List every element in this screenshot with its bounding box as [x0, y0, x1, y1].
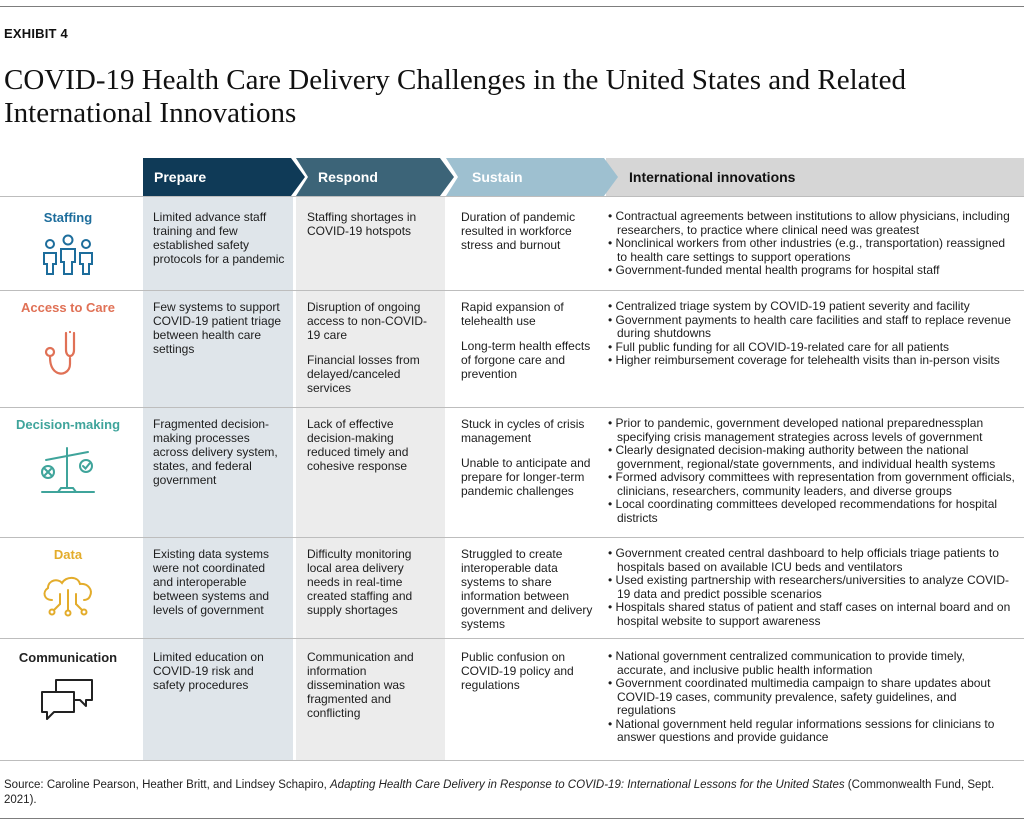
respond-header: Respond [318, 169, 378, 185]
cell-text: Public confusion on COVID-19 policy and regulations [461, 650, 574, 692]
cell-text: Staffing shortages in COVID-19 hotspots [307, 210, 417, 238]
staffing-sustain-cell [461, 210, 595, 263]
decision-international-list [608, 417, 1018, 525]
list-item: • Used existing partnership with researchers/universities to analyze COVID-19 data and predict possible scenarios [608, 574, 1016, 601]
list-item: • Nonclinical workers from other industries (e.g., transportation) reassigned to health care settings to support operations [608, 237, 1016, 264]
cell-text: Limited education on COVID-19 risk and safety procedures [153, 650, 264, 692]
list-item: • National government held regular informations sessions for clinicians to answer questions and provide guidance [608, 718, 1016, 745]
list-item: • Government created central dashboard to help officials triage patients to hospitals based on available ICU beds and ventilators [608, 547, 1016, 574]
row-divider [0, 407, 1024, 408]
cell-text: Communication and information dissemination was fragmented and conflicting [307, 650, 414, 720]
stethoscope-icon [40, 328, 96, 380]
sustain-header: Sustain [472, 169, 523, 185]
data-sustain-cell [461, 547, 595, 642]
cell-text: Rapid expansion of telehealth use [461, 300, 564, 328]
source-suffix: (Commonwealth Fund, Sept. 2021). [4, 779, 995, 806]
list-item: • Government-funded mental health programs for hospital staff [608, 264, 1016, 278]
communication-sustain-cell [461, 650, 595, 703]
data-prepare-cell [153, 547, 287, 628]
row-label-data: Data [53, 547, 83, 562]
cell-text: Difficulty monitoring local area delivery needs in real-time created staffing and supply shortages [307, 547, 413, 617]
cell-text: Struggled to create interoperable data systems to share information between government and delivery systems [461, 547, 593, 631]
cell-text: Long-term health effects of forgone care and prevention [461, 339, 591, 381]
list-item: • Government coordinated multimedia campaign to share updates about COVID-19 cases, community prevalence, safety guidelines, and regulations [608, 677, 1016, 718]
row-divider [0, 760, 1024, 761]
source-note [4, 778, 1020, 808]
access-respond-cell [307, 300, 439, 406]
cloud-network-icon [38, 574, 98, 618]
cell-text: Limited advance staff training and few established safety protocols for a pandemic [153, 210, 285, 266]
international-header: International innovations [629, 169, 796, 185]
source-report-title: Adapting Health Care Delivery in Response to COVID-19: International Lessons for the United States [330, 779, 845, 791]
cell-text: Stuck in cycles of crisis management [461, 417, 585, 445]
cell-text: Existing data systems were not coordinated and interoperable between systems and levels of government [153, 547, 270, 617]
cell-text: Disruption of ongoing access to non-COVID-19 care [307, 300, 428, 342]
balance-scale-icon [36, 444, 100, 496]
decision-respond-cell [307, 417, 439, 484]
bottom-rule [0, 818, 1024, 819]
row-label-decision-making: Decision-making [15, 417, 121, 432]
staff-people-icon [40, 234, 96, 276]
exhibit-label: EXHIBIT 4 [4, 26, 68, 41]
decision-prepare-cell [153, 417, 287, 498]
staffing-respond-cell [307, 210, 439, 249]
row-divider [0, 290, 1024, 291]
page-title: COVID-19 Health Care Delivery Challenges in the United States and Related International Innovations [4, 64, 906, 129]
row-label-access-to-care: Access to Care [21, 300, 115, 315]
cell-text: Financial losses from delayed/canceled services [307, 353, 420, 395]
communication-prepare-cell [153, 650, 287, 703]
list-item: • Centralized triage system by COVID-19 patient severity and facility [608, 300, 1016, 314]
list-item: • Local coordinating committees developed recommendations for hospital districts [608, 498, 1018, 525]
prepare-header: Prepare [154, 169, 207, 185]
list-item: • Formed advisory committees with representation from government officials, clinicians, researchers, community leaders, and diverse groups [608, 471, 1018, 498]
decision-sustain-cell [461, 417, 595, 509]
access-prepare-cell [153, 300, 287, 367]
staffing-international-list [608, 210, 1016, 278]
chat-bubbles-icon [38, 674, 98, 724]
access-sustain-cell [461, 300, 595, 392]
cell-text: Few systems to support COVID-19 patient triage between health care settings [153, 300, 282, 356]
list-item: • National government centralized communication to provide timely, accurate, and inclusive public health information [608, 650, 1016, 677]
data-international-list [608, 547, 1016, 628]
communication-international-list [608, 650, 1016, 745]
access-international-list [608, 300, 1016, 368]
list-item: • Government payments to health care facilities and staff to replace revenue during shutdowns [608, 314, 1016, 341]
row-divider [0, 537, 1024, 538]
list-item: • Higher reimbursement coverage for telehealth visits than in-person visits [608, 354, 1016, 368]
source-prefix: Source: Caroline Pearson, Heather Britt, and Lindsey Schapiro, [4, 779, 331, 791]
top-rule [0, 6, 1024, 7]
list-item: • Clearly designated decision-making authority between the national government, regional/state governments, and individual health systems [608, 444, 1018, 471]
cell-text: Duration of pandemic resulted in workforce stress and burnout [461, 210, 576, 252]
cell-text: Lack of effective decision-making reduced timely and cohesive response [307, 417, 409, 473]
cell-text: Fragmented decision-making processes across delivery system, states, and federal government [153, 417, 278, 487]
list-item: • Prior to pandemic, government developed national preparednessplan specifying crisis management strategies across levels of government [608, 417, 1018, 444]
row-divider [0, 196, 1024, 197]
list-item: • Full public funding for all COVID-19-related care for all patients [608, 341, 1016, 355]
communication-respond-cell [307, 650, 439, 731]
list-item: • Hospitals shared status of patient and staff cases on internal board and on hospital website to support awareness [608, 601, 1016, 628]
row-label-staffing: Staffing [43, 210, 93, 225]
row-label-communication: Communication [18, 650, 118, 665]
list-item: • Contractual agreements between institutions to allow physicians, including researchers, to practice where clinical need was greatest [608, 210, 1016, 237]
cell-text: Unable to anticipate and prepare for longer-term pandemic challenges [461, 456, 591, 498]
staffing-prepare-cell [153, 210, 287, 277]
data-respond-cell [307, 547, 439, 628]
